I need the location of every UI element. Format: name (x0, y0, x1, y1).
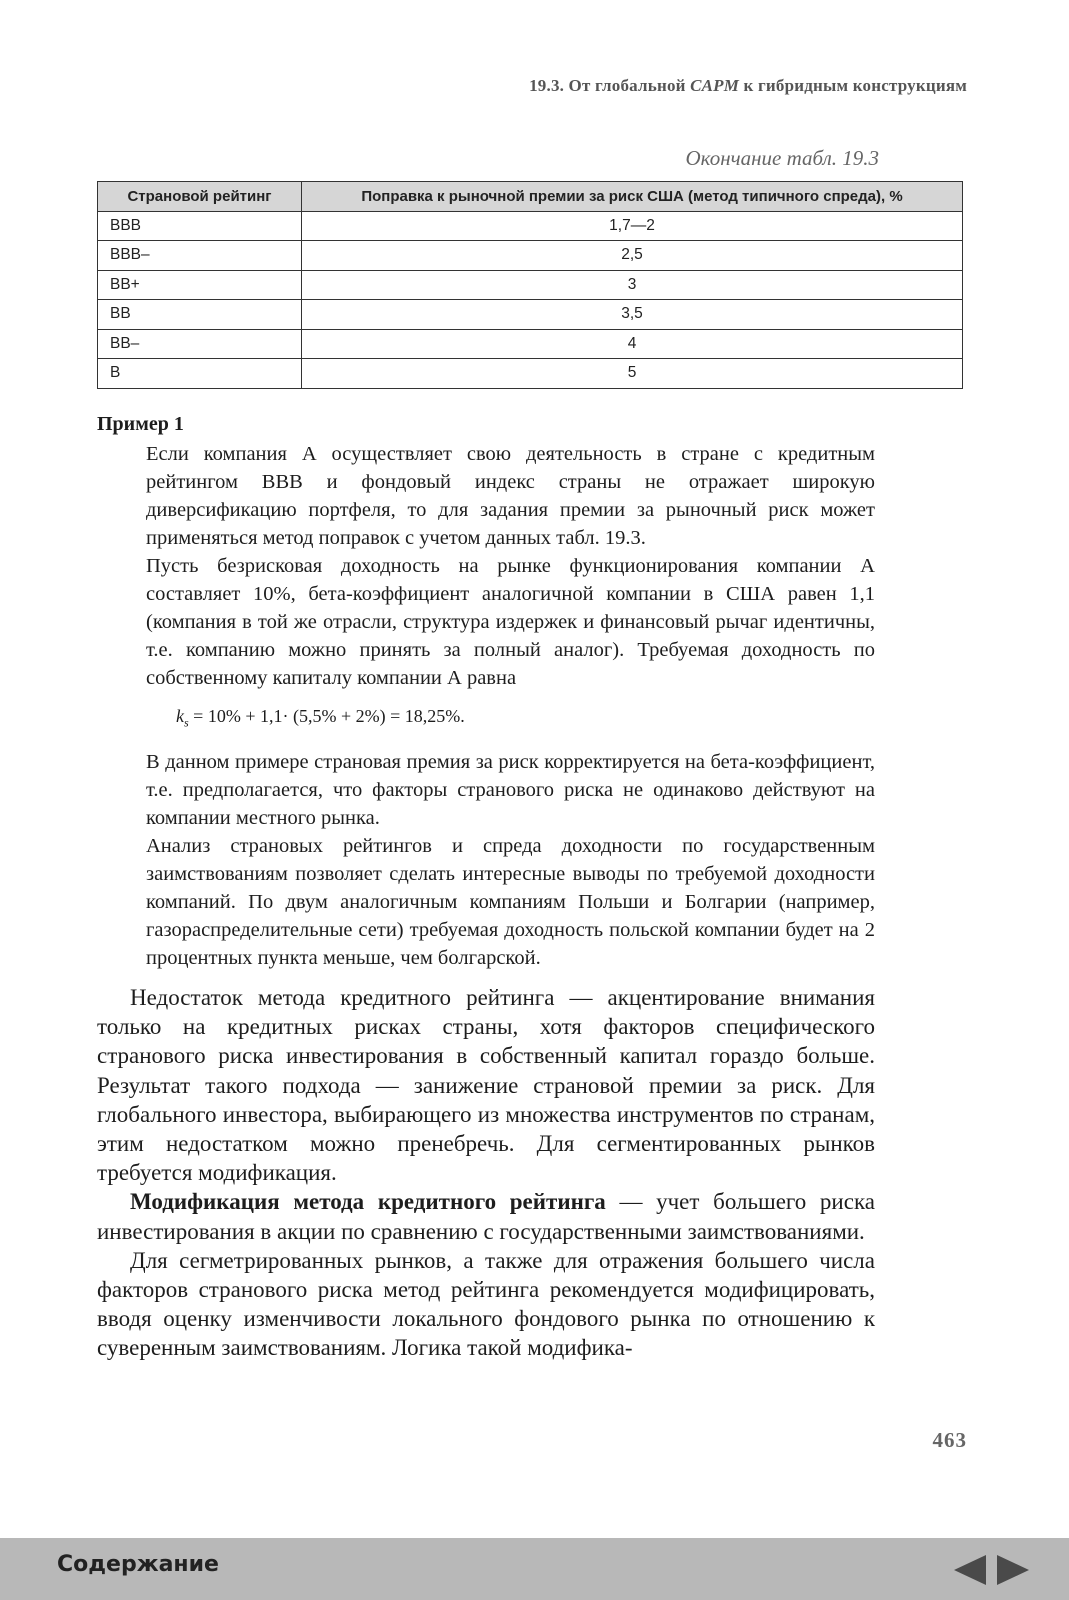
column-header-rating: Страновой рейтинг (98, 182, 302, 212)
adjustment-cell: 1,7—2 (302, 211, 963, 241)
table-row (98, 211, 963, 241)
main-text (97, 983, 875, 1363)
example-paragraph-1: Если компания А осуществляет свою деятельность в стране с кредитным рейтингом BBB и фондовый индекс страны не отражает широкую диверсификацию портфеля, то для задания премии за рыночный риск может применяться метод поправок с учетом данных табл. 19.3. (146, 443, 875, 549)
table-header-row (98, 182, 963, 212)
adjustment-cell: 4 (302, 329, 963, 359)
example-text-upper (146, 440, 875, 692)
body-paragraph-2 (97, 1187, 875, 1245)
formula-subscript: s (184, 715, 189, 730)
rating-cell: B (98, 359, 302, 389)
body-paragraph-3: Для сегметрированных рынков, а также для отражения большего числа факторов странового риска метод рейтинга рекомендуется модифицировать, вводя оценку изменчивости локального фондового рынка по отношению к суверенным заимствованиям. Логика такой модифика- (97, 1247, 875, 1361)
rating-cell: BB– (98, 329, 302, 359)
example-text-lower (146, 748, 875, 972)
running-head-prefix: 19.3. От глобальной (529, 76, 691, 95)
running-head-suffix: к гибридным конструкциям (739, 76, 967, 95)
term-bold: Модификация метода кредитного рейтинга (130, 1189, 606, 1215)
rating-cell: BBB (98, 211, 302, 241)
triangle-left-icon[interactable] (953, 1554, 987, 1586)
table-row (98, 329, 963, 359)
footer-bar (0, 1538, 1069, 1600)
triangle-right-icon[interactable] (996, 1554, 1030, 1586)
adjustment-cell: 2,5 (302, 241, 963, 271)
toc-link[interactable]: Содержание (57, 1552, 219, 1577)
body-paragraph-1: Недостаток метода кредитного рейтинга — акцентирование внимания только на кредитных рисках страны, хотя факторов специфического странового риска инвестирования в собственный капитал гораздо больше. Результат такого подхода — занижение страновой премии за риск. Для глобального инвестора, выбирающего из множества инструментов по странам, этим недостатком можно пренебречь. Для сегментированных рынков требуется модификация. (97, 985, 875, 1186)
adjustment-cell: 3,5 (302, 300, 963, 330)
example-title: Пример 1 (97, 413, 184, 435)
term-definition: — учет большего риска инвестирования в акции по сравнению с государственными заимствованиями. (97, 1189, 875, 1244)
example-paragraph-2: Пусть безрисковая доходность на рынке функционирования компании А составляет 10%, бета-коэффициент аналогичной компании в США равен 1,1 (компания в той же отрасли, структура издержек и финансовый рычаг идентичны, т.е. компанию можно принять за полный аналог). Требуемая доходность по собственному капиталу компании А равна (146, 555, 875, 689)
table-row (98, 270, 963, 300)
rating-cell: BB+ (98, 270, 302, 300)
rating-table (97, 181, 963, 389)
example-paragraph-3: В данном примере страновая премия за риск корректируется на бета-коэффициент, т.е. предполагается, что факторы странового риска не одинаково действуют на компании местного рынка. (146, 751, 875, 829)
formula-variable: k (176, 706, 184, 726)
adjustment-cell: 3 (302, 270, 963, 300)
rating-cell: BB (98, 300, 302, 330)
page-number: 463 (932, 1428, 967, 1452)
table-row (98, 359, 963, 389)
rating-cell: BBB– (98, 241, 302, 271)
example-paragraph-4: Анализ страновых рейтингов и спреда доходности по государственным заимствованиям позволяет сделать интересные выводы по требуемой доходности компаний. По двум аналогичным компаниям Польши и Болгарии (например, газораспределительные сети) требуемая доходность польской компании будет на 2 процентных пункта меньше, чем болгарской. (146, 835, 875, 969)
formula-expression: = 10% + 1,1· (5,5% + 2%) = 18,25%. (188, 706, 465, 726)
formula (176, 706, 465, 731)
table-caption: Окончание табл. 19.3 (685, 146, 879, 170)
table-row (98, 300, 963, 330)
running-head (529, 76, 967, 96)
table-row (98, 241, 963, 271)
adjustment-cell: 5 (302, 359, 963, 389)
running-head-capm: CAPM (690, 76, 740, 95)
column-header-adjustment: Поправка к рыночной премии за риск США (метод типичного спреда), % (302, 182, 963, 212)
